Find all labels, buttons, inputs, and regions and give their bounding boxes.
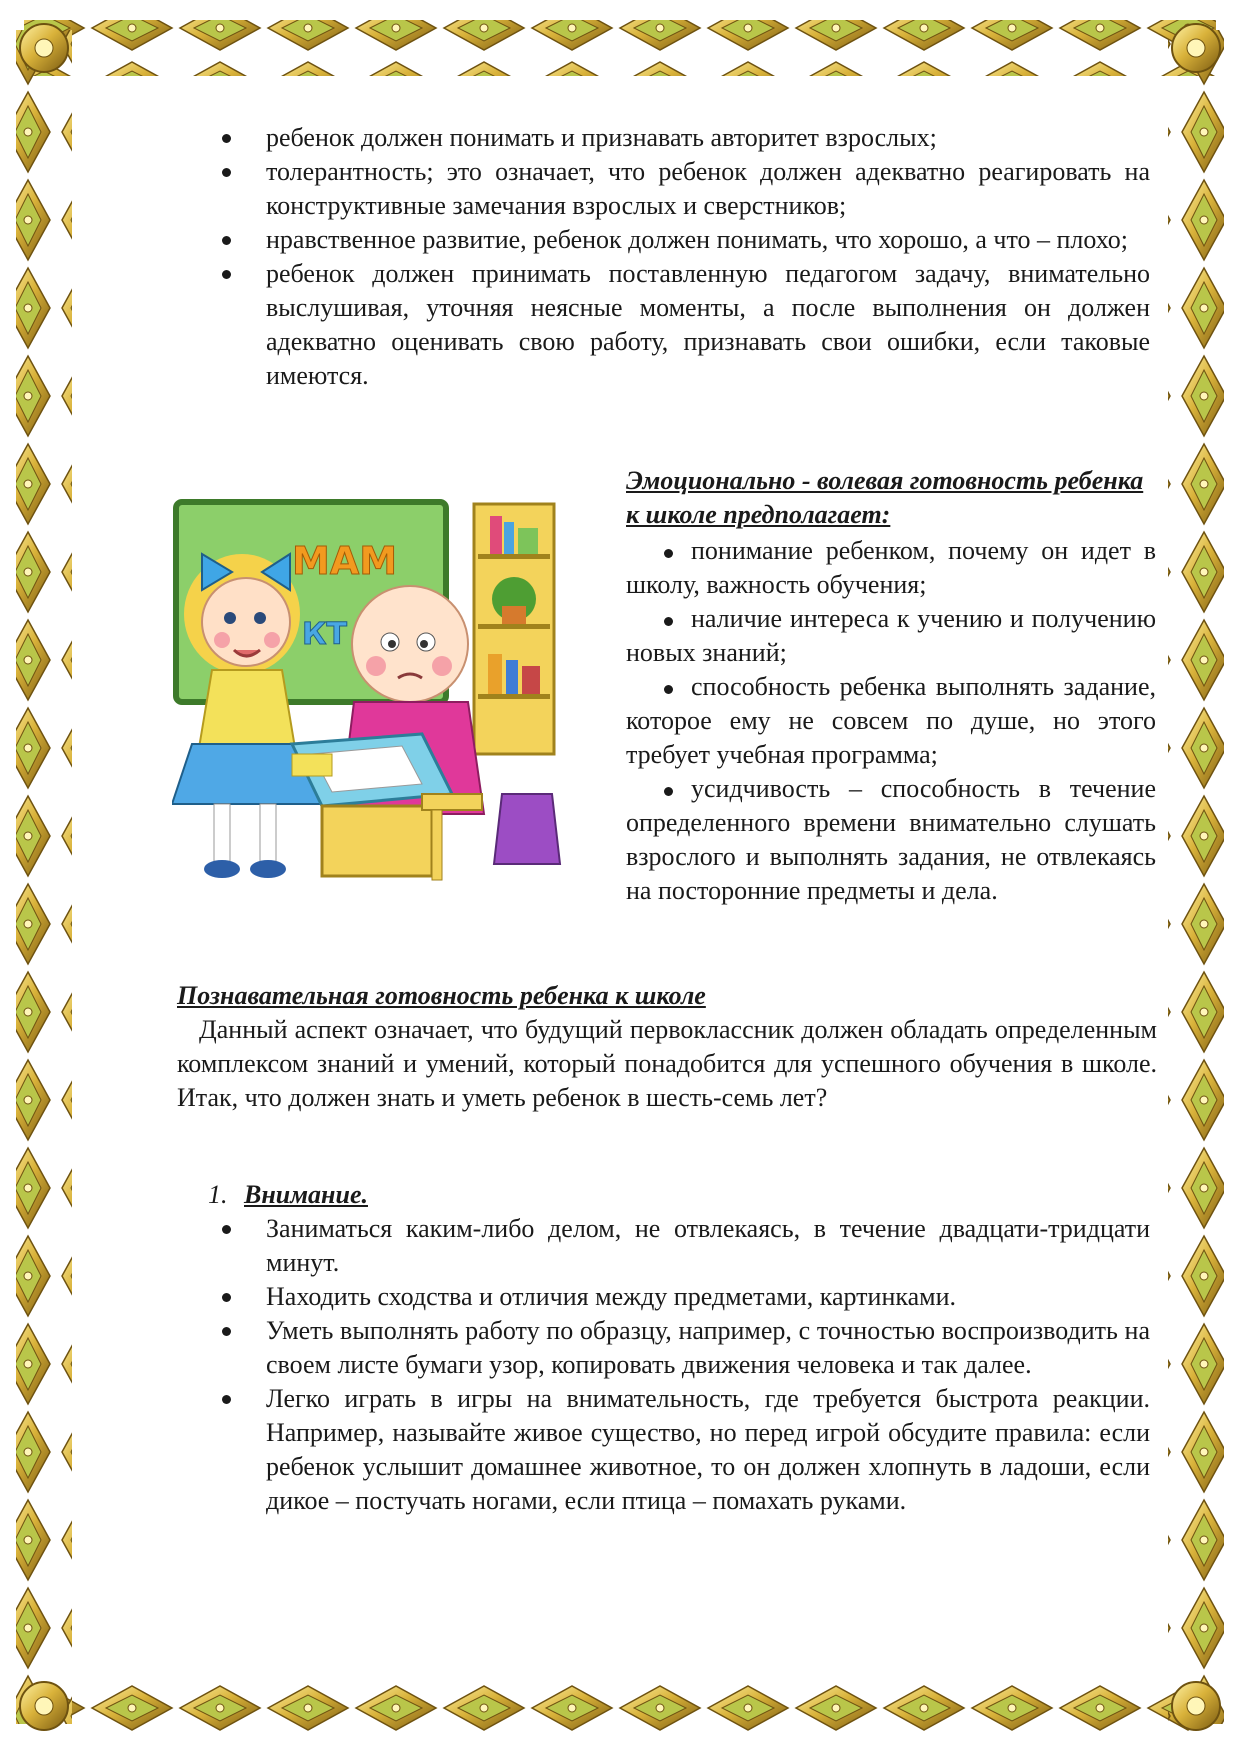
attention-list (190, 1212, 1150, 1518)
list-item: способность ребенка выполнять задание, которое ему не совсем по душе, но этого требует учебная программа; (626, 672, 1156, 769)
list-item: ребенок должен понимать и признавать авторитет взрослых; (190, 121, 1150, 155)
list-item: Находить сходства и отличия между предметами, картинками. (190, 1280, 1150, 1314)
children-classroom-illustration (172, 494, 582, 904)
list-item: нравственное развитие, ребенок должен понимать, что хорошо, а что – плохо; (190, 223, 1150, 257)
board-letters-2: КТ (302, 617, 347, 652)
list-item: толерантность; это означает, что ребенок должен адекватно реагировать на конструктивные замечания взрослых и сверстников; (190, 155, 1150, 223)
list-item: усидчивость – способность в течение определенного времени внимательно слушать взрослого и выполнять задания, не отвлекаясь на посторонние предметы и дела. (626, 774, 1156, 905)
emotional-readiness-list (626, 534, 1156, 908)
attention-heading (208, 1178, 808, 1212)
bullet-icon (664, 617, 673, 626)
list-item: понимание ребенком, почему он идет в школу, важность обучения; (626, 536, 1156, 599)
list-item: Заниматься каким-либо делом, не отвлекаясь, в течение двадцати-тридцати минут. (190, 1212, 1150, 1280)
board-letters: МАМ (292, 539, 398, 583)
backpack (494, 794, 560, 864)
bullet-icon (664, 685, 673, 694)
boy-head (352, 586, 468, 702)
section-number: 1. (208, 1180, 228, 1209)
list-item: Уметь выполнять работу по образцу, например, с точностью воспроизводить на своем листе бумаги узор, копировать движения человека и так далее. (190, 1314, 1150, 1382)
bullet-icon (664, 549, 673, 558)
emotional-readiness-heading: Эмоционально - волевая готовность ребенка к школе предполагает: (626, 466, 1144, 529)
cognitive-readiness-heading: Познавательная готовность ребенка к школе (177, 981, 706, 1010)
list-item: наличие интереса к учению и получению новых знаний; (626, 604, 1156, 667)
readiness-list (190, 121, 1150, 393)
list-item: ребенок должен принимать поставленную педагогом задачу, внимательно выслушивая, уточняя неясные моменты, а после выполнения он должен адекватно оценивать свою работу, признавать свои ошибки, если таковые имеются. (190, 257, 1150, 393)
cognitive-readiness-paragraph: Данный аспект означает, что будущий первоклассник должен обладать определенным комплексом знаний и умений, который понадобится для успешного обучения в школе. Итак, что должен знать и уметь ребенок в шесть-семь лет? (177, 1015, 1157, 1112)
bullet-icon (664, 787, 673, 796)
attention-title: Внимание. (244, 1180, 368, 1209)
list-item: Легко играть в игры на внимательность, где требуется быстрота реакции. Например, называйте живое существо, но перед игрой обсудите правила: если ребенок услышит домашнее животное, то он должен хлопнуть в ладоши, если дикое – постучать ногами, если птица – помахать руками. (190, 1382, 1150, 1518)
